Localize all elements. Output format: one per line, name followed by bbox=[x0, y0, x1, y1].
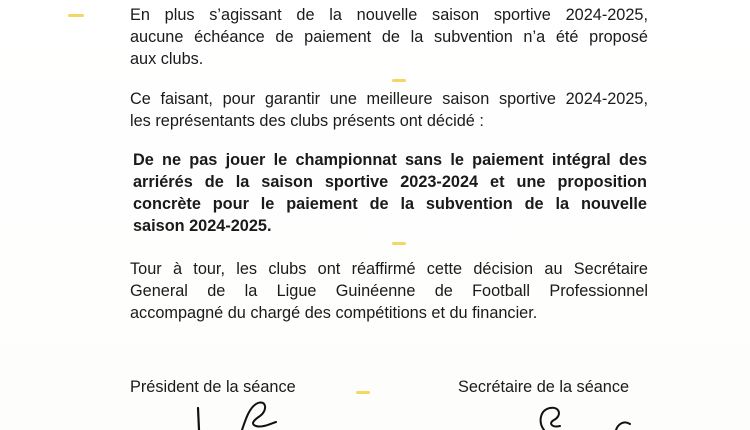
text-line: General de la Ligue Guinéenne de Football Professionnel bbox=[130, 282, 648, 300]
paragraph-decision bbox=[133, 149, 647, 237]
highlight-mark bbox=[392, 242, 406, 245]
text-line: les représentants des clubs présents ont décidé : bbox=[130, 112, 484, 130]
text-line: aucune échéance de paiement de la subvention n’a été proposé bbox=[130, 28, 648, 46]
text-line: En plus s’agissant de la nouvelle saison sportive 2024-2025, bbox=[130, 6, 648, 24]
text-line: Ce faisant, pour garantir une meilleure saison sportive 2024-2025, bbox=[130, 90, 648, 108]
secretary-signature bbox=[530, 398, 640, 430]
president-signature-label: Président de la séance bbox=[130, 378, 296, 396]
text-line: Tour à tour, les clubs ont réaffirmé cette décision au Secrétaire bbox=[130, 260, 648, 278]
paragraph-decision-intro bbox=[130, 88, 648, 132]
president-signature bbox=[190, 398, 280, 430]
secretary-signature-label: Secrétaire de la séance bbox=[458, 378, 630, 396]
highlight-mark bbox=[68, 14, 84, 17]
highlight-mark bbox=[356, 391, 370, 394]
paragraph-reaffirmation bbox=[130, 258, 648, 324]
text-line: accompagné du chargé des compétitions et du financier. bbox=[130, 304, 538, 322]
text-line: arriérés de la saison sportive 2023-2024 et une proposition bbox=[133, 173, 647, 191]
text-line: aux clubs. bbox=[130, 50, 204, 68]
text-line: De ne pas jouer le championnat sans le paiement intégral des bbox=[133, 151, 647, 169]
highlight-mark bbox=[392, 79, 406, 82]
paragraph-new-season bbox=[130, 4, 648, 70]
text-line: saison 2024-2025. bbox=[133, 217, 272, 235]
text-line: concrète pour le paiement de la subvention de la nouvelle bbox=[133, 195, 647, 213]
